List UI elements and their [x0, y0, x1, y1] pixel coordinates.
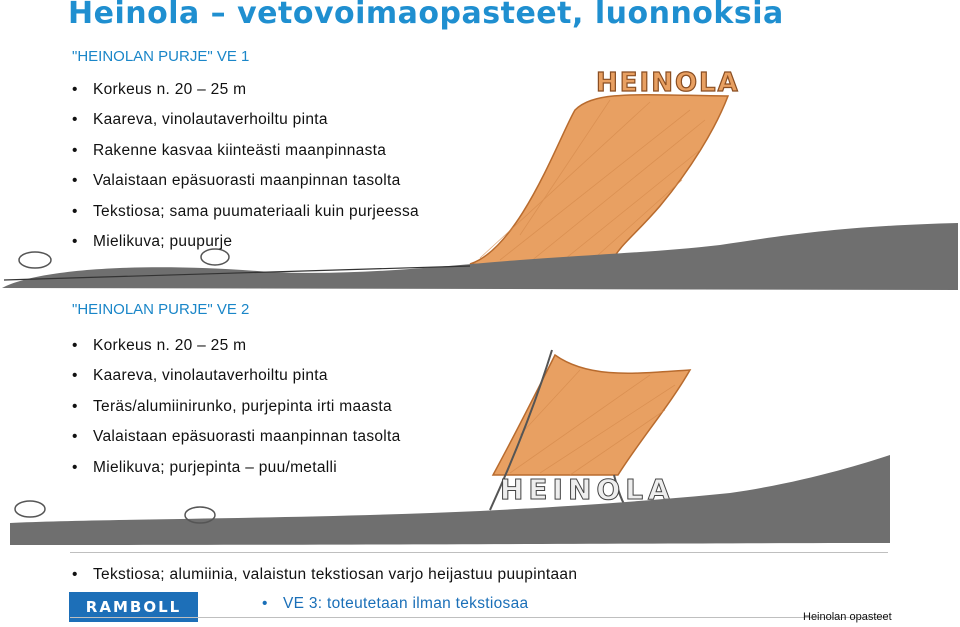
ve2-heading: "HEINOLAN PURJE" VE 2 [72, 301, 250, 318]
list-item: • Mielikuva; purjepinta – puu/metalli [72, 453, 401, 483]
sail-ve1 [470, 95, 728, 267]
sign-text-ve2: HEINOLA [500, 473, 675, 506]
sign-text-ve1: HEINOLA [596, 68, 740, 98]
ve2-bullet-list [72, 331, 401, 483]
list-item: • Korkeus n. 20 – 25 m [72, 331, 401, 361]
ve1-heading: "HEINOLAN PURJE" VE 1 [72, 48, 250, 65]
list-item: • Mielikuva; puupurje [72, 227, 419, 257]
text-part-note: • Tekstiosa; alumiinia, valaistun tekstiosan varjo heijastuu puupintaan [72, 566, 577, 584]
car-icon [15, 501, 45, 517]
ramboll-logo: RAMBOLL [69, 592, 198, 622]
list-item: • Kaareva, vinolautaverhoiltu pinta [72, 361, 401, 391]
list-item: • Rakenne kasvaa kiinteästi maanpinnasta [72, 136, 419, 166]
divider [70, 552, 888, 553]
footer-label: Heinolan opasteet [803, 611, 892, 623]
car-icon [19, 252, 51, 268]
page-title: Heinola – vetovoimaopasteet, luonnoksia [68, 0, 784, 31]
list-item: • Teräs/alumiinirunko, purjepinta irti maasta [72, 392, 401, 422]
ve1-bullet-list [72, 75, 419, 257]
ve3-note: • VE 3: toteutetaan ilman tekstiosaa [262, 595, 528, 613]
sail-ve2 [493, 355, 690, 475]
list-item: • Korkeus n. 20 – 25 m [72, 75, 419, 105]
list-item: • Kaareva, vinolautaverhoiltu pinta [72, 105, 419, 135]
list-item: • Tekstiosa; sama puumateriaali kuin purjeessa [72, 197, 419, 227]
list-item: • Valaistaan epäsuorasti maanpinnan tasolta [72, 422, 401, 452]
divider [70, 617, 888, 618]
list-item: • Valaistaan epäsuorasti maanpinnan tasolta [72, 166, 419, 196]
